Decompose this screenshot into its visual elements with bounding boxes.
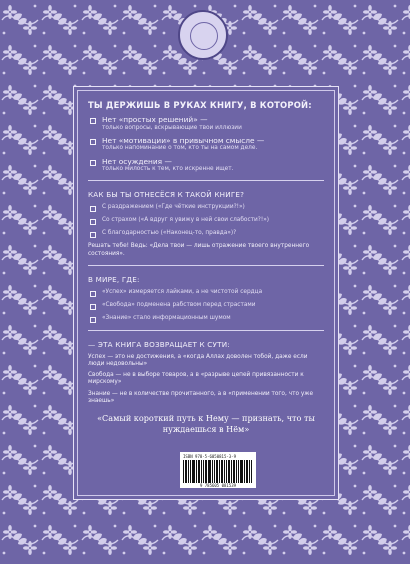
option-text: С благодарностью («Наконец-то, правда»)?: [102, 230, 237, 237]
option-item: [88, 230, 324, 238]
isbn-barcode: [180, 452, 256, 488]
no-item-title: Нет «мотивации» в привычном смысле —: [102, 135, 265, 145]
back-cover-text: [88, 100, 324, 434]
divider: [88, 265, 324, 266]
option-item: [88, 204, 324, 212]
world-heading: В МИРЕ, ГДЕ:: [88, 274, 140, 284]
returns-heading: — ЭТА КНИГА ВОЗВРАЩАЕТ К СУТИ:: [88, 339, 230, 349]
question-heading: КАК БЫ ТЫ ОТНЕСЁСЯ К ТАКОЙ КНИГЕ?: [88, 190, 245, 200]
world-text: «Свобода» подменена рабством перед страстами: [102, 301, 256, 308]
no-item-desc: только милость к тем, кто искренне ищет.: [102, 166, 234, 173]
world-item: [88, 289, 324, 297]
checkbox-icon: [90, 118, 96, 124]
no-item-title: Нет «простых решений» —: [102, 115, 208, 124]
option-text: Со страхом («А вдруг я увижу в ней свои слабости?!»): [102, 217, 269, 224]
world-item: [88, 315, 324, 323]
barcode-icon: [183, 460, 253, 483]
returns-line: Успех — это не достижения, а «когда Аллах доволен тобой, даже если люди недовольны»: [88, 353, 308, 367]
returns-line: Свобода — не в выборе товаров, а в «разрыве цепей привязанности к мирскому»: [88, 372, 304, 386]
checkbox-icon: [90, 317, 96, 323]
world-text: «Успех» измеряется лайками, а не чистотой сердца: [102, 288, 263, 295]
world-item: [88, 302, 324, 310]
world-text: «Знание» стало информационным шумом: [102, 314, 231, 321]
checkbox-icon: [90, 219, 96, 225]
divider: [88, 180, 324, 181]
no-item: [88, 137, 324, 153]
no-item-desc: только вопросы, вскрывающие твои иллюзии: [102, 124, 242, 131]
no-item: [88, 116, 324, 132]
checkbox-icon: [90, 232, 96, 238]
checkbox-icon: [90, 304, 96, 310]
closing-quote: «Самый короткий путь к Нему — признать, что ты нуждаешься в Нём»: [97, 413, 315, 434]
option-item: [88, 217, 324, 225]
seal-emblem-icon: [190, 22, 218, 50]
barcode-number: 9 785605 081539: [199, 483, 237, 488]
publisher-seal: [178, 10, 228, 60]
checkbox-icon: [90, 160, 96, 166]
option-text: С раздражением («Где чёткие инструкции?!»): [102, 204, 245, 211]
returns-line: Знание — не в количестве прочитанного, а в «применении того, что уже знаешь»: [88, 390, 314, 404]
no-item-desc: только напоминание о том, кто ты на самом деле.: [102, 145, 258, 152]
no-item-title: Нет осуждения —: [102, 156, 172, 166]
heading: ТЫ ДЕРЖИШЬ В РУКАХ КНИГУ, В КОТОРОЙ:: [88, 100, 312, 110]
decide-text: Решать тебе! Ведь: «Дела твои — лишь отражение твоего внутреннего состояния».: [88, 243, 310, 257]
no-item: [88, 158, 324, 174]
checkbox-icon: [90, 291, 96, 297]
isbn-text: ISBN 978-5-6050815-3-9: [183, 454, 236, 459]
checkbox-icon: [90, 139, 96, 145]
divider: [88, 330, 324, 331]
checkbox-icon: [90, 206, 96, 212]
